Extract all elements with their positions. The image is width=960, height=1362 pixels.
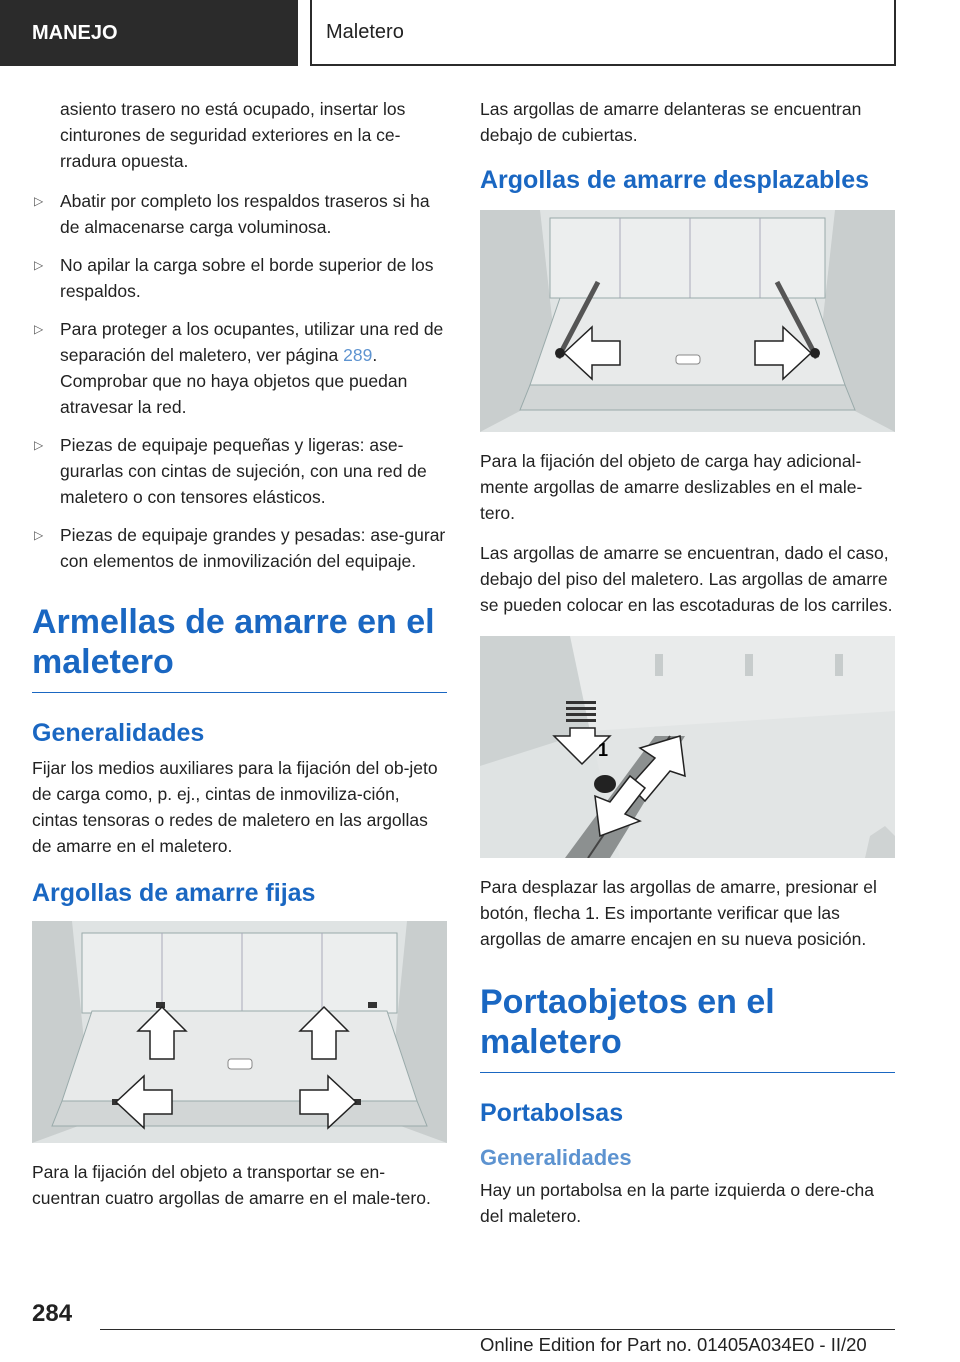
intro-continuation: asiento trasero no está ocupado, insertar los cinturones de seguridad exteriores en la ce-rradura opuesta.: [60, 99, 406, 171]
triangle-bullet-icon: ▷: [34, 322, 44, 336]
heading-rule: [480, 1072, 895, 1073]
rail-release-illustration: [480, 636, 895, 858]
right-column: [480, 96, 895, 1243]
safety-bullet-list: [32, 188, 447, 574]
list-item: ▷ Abatir por completo los respaldos traseros si ha de almacenarse carga voluminosa.: [32, 188, 447, 240]
figure-label: 1: [598, 740, 609, 760]
page-number: 284: [32, 1300, 73, 1327]
triangle-bullet-icon: ▷: [34, 194, 44, 208]
bullet-followup: Comprobar que no haya objetos que puedan atravesar la red.: [60, 371, 408, 417]
header-section-label: MANEJO: [0, 0, 298, 66]
footer-rule: [100, 1329, 895, 1330]
subheading-fixed-eyes: Argollas de amarre fijas: [32, 879, 316, 907]
fixed-eyes-text: Para la fijación del objeto a transportar se en-cuentran cuatro argollas de amarre en el male-tero.: [32, 1162, 431, 1208]
movable-eyes-text-2: Las argollas de amarre se encuentran, dado el caso, debajo del piso del maletero. Las argollas de amarre se pueden colocar en las escotaduras de los carriles.: [480, 543, 893, 615]
subheading-bag-hooks: Portabolsas: [480, 1099, 624, 1127]
heading-rule: [32, 692, 447, 693]
edition-note: Online Edition for Part no. 01405A034E0 - II/20: [480, 1334, 867, 1355]
subheading-general: Generalidades: [32, 719, 205, 747]
list-item: ▷ Para proteger a los ocupantes, utilizar una red de separación del maletero, ver página 289. Comprobar que no haya objetos que puedan atravesar la red.: [32, 316, 447, 420]
triangle-bullet-icon: ▷: [34, 438, 44, 452]
page-link[interactable]: 289: [343, 345, 373, 365]
movable-eyes-text-3: Para desplazar las argollas de amarre, presionar el botón, flecha 1. Es importante verificar que las argollas de amarre encajen en su nueva posición.: [480, 877, 877, 949]
fixed-lashing-eyes-illustration: [32, 921, 447, 1143]
list-item: ▷ No apilar la carga sobre el borde superior de los respaldos.: [32, 252, 447, 304]
list-item: ▷ Piezas de equipaje pequeñas y ligeras: ase-gurarlas con cintas de sujeción, con una red de maletero o con tensores elásticos.: [32, 432, 447, 510]
movable-lashing-eyes-illustration: [480, 210, 895, 432]
section-heading-lashing: Armellas de amarre en el maletero: [32, 603, 435, 681]
section-heading-storage: Portaobjetos en el maletero: [480, 983, 775, 1061]
left-column: [32, 96, 447, 1225]
general-text: Fijar los medios auxiliares para la fijación del ob-jeto de carga como, p. ej., cintas de inmoviliza-ción, cintas tensoras o redes de maletero en las argollas de amarre en el maletero.: [32, 758, 438, 856]
movable-eyes-text-1: Para la fijación del objeto de carga hay adicional-mente argollas de amarre deslizables en el male-tero.: [480, 451, 863, 523]
front-eyes-text: Las argollas de amarre delanteras se encuentran debajo de cubiertas.: [480, 99, 862, 145]
header-topic-label: Maletero: [310, 0, 896, 66]
bag-hooks-text: Hay un portabolsa en la parte izquierda o dere-cha del maletero.: [480, 1180, 874, 1226]
triangle-bullet-icon: ▷: [34, 258, 44, 272]
subheading-movable-eyes: Argollas de amarre desplazables: [480, 166, 870, 194]
subsubheading-general: Generalidades: [480, 1145, 632, 1170]
triangle-bullet-icon: ▷: [34, 528, 44, 542]
list-item: ▷ Piezas de equipaje grandes y pesadas: ase-gurar con elementos de inmovilización del equipaje.: [32, 522, 447, 574]
